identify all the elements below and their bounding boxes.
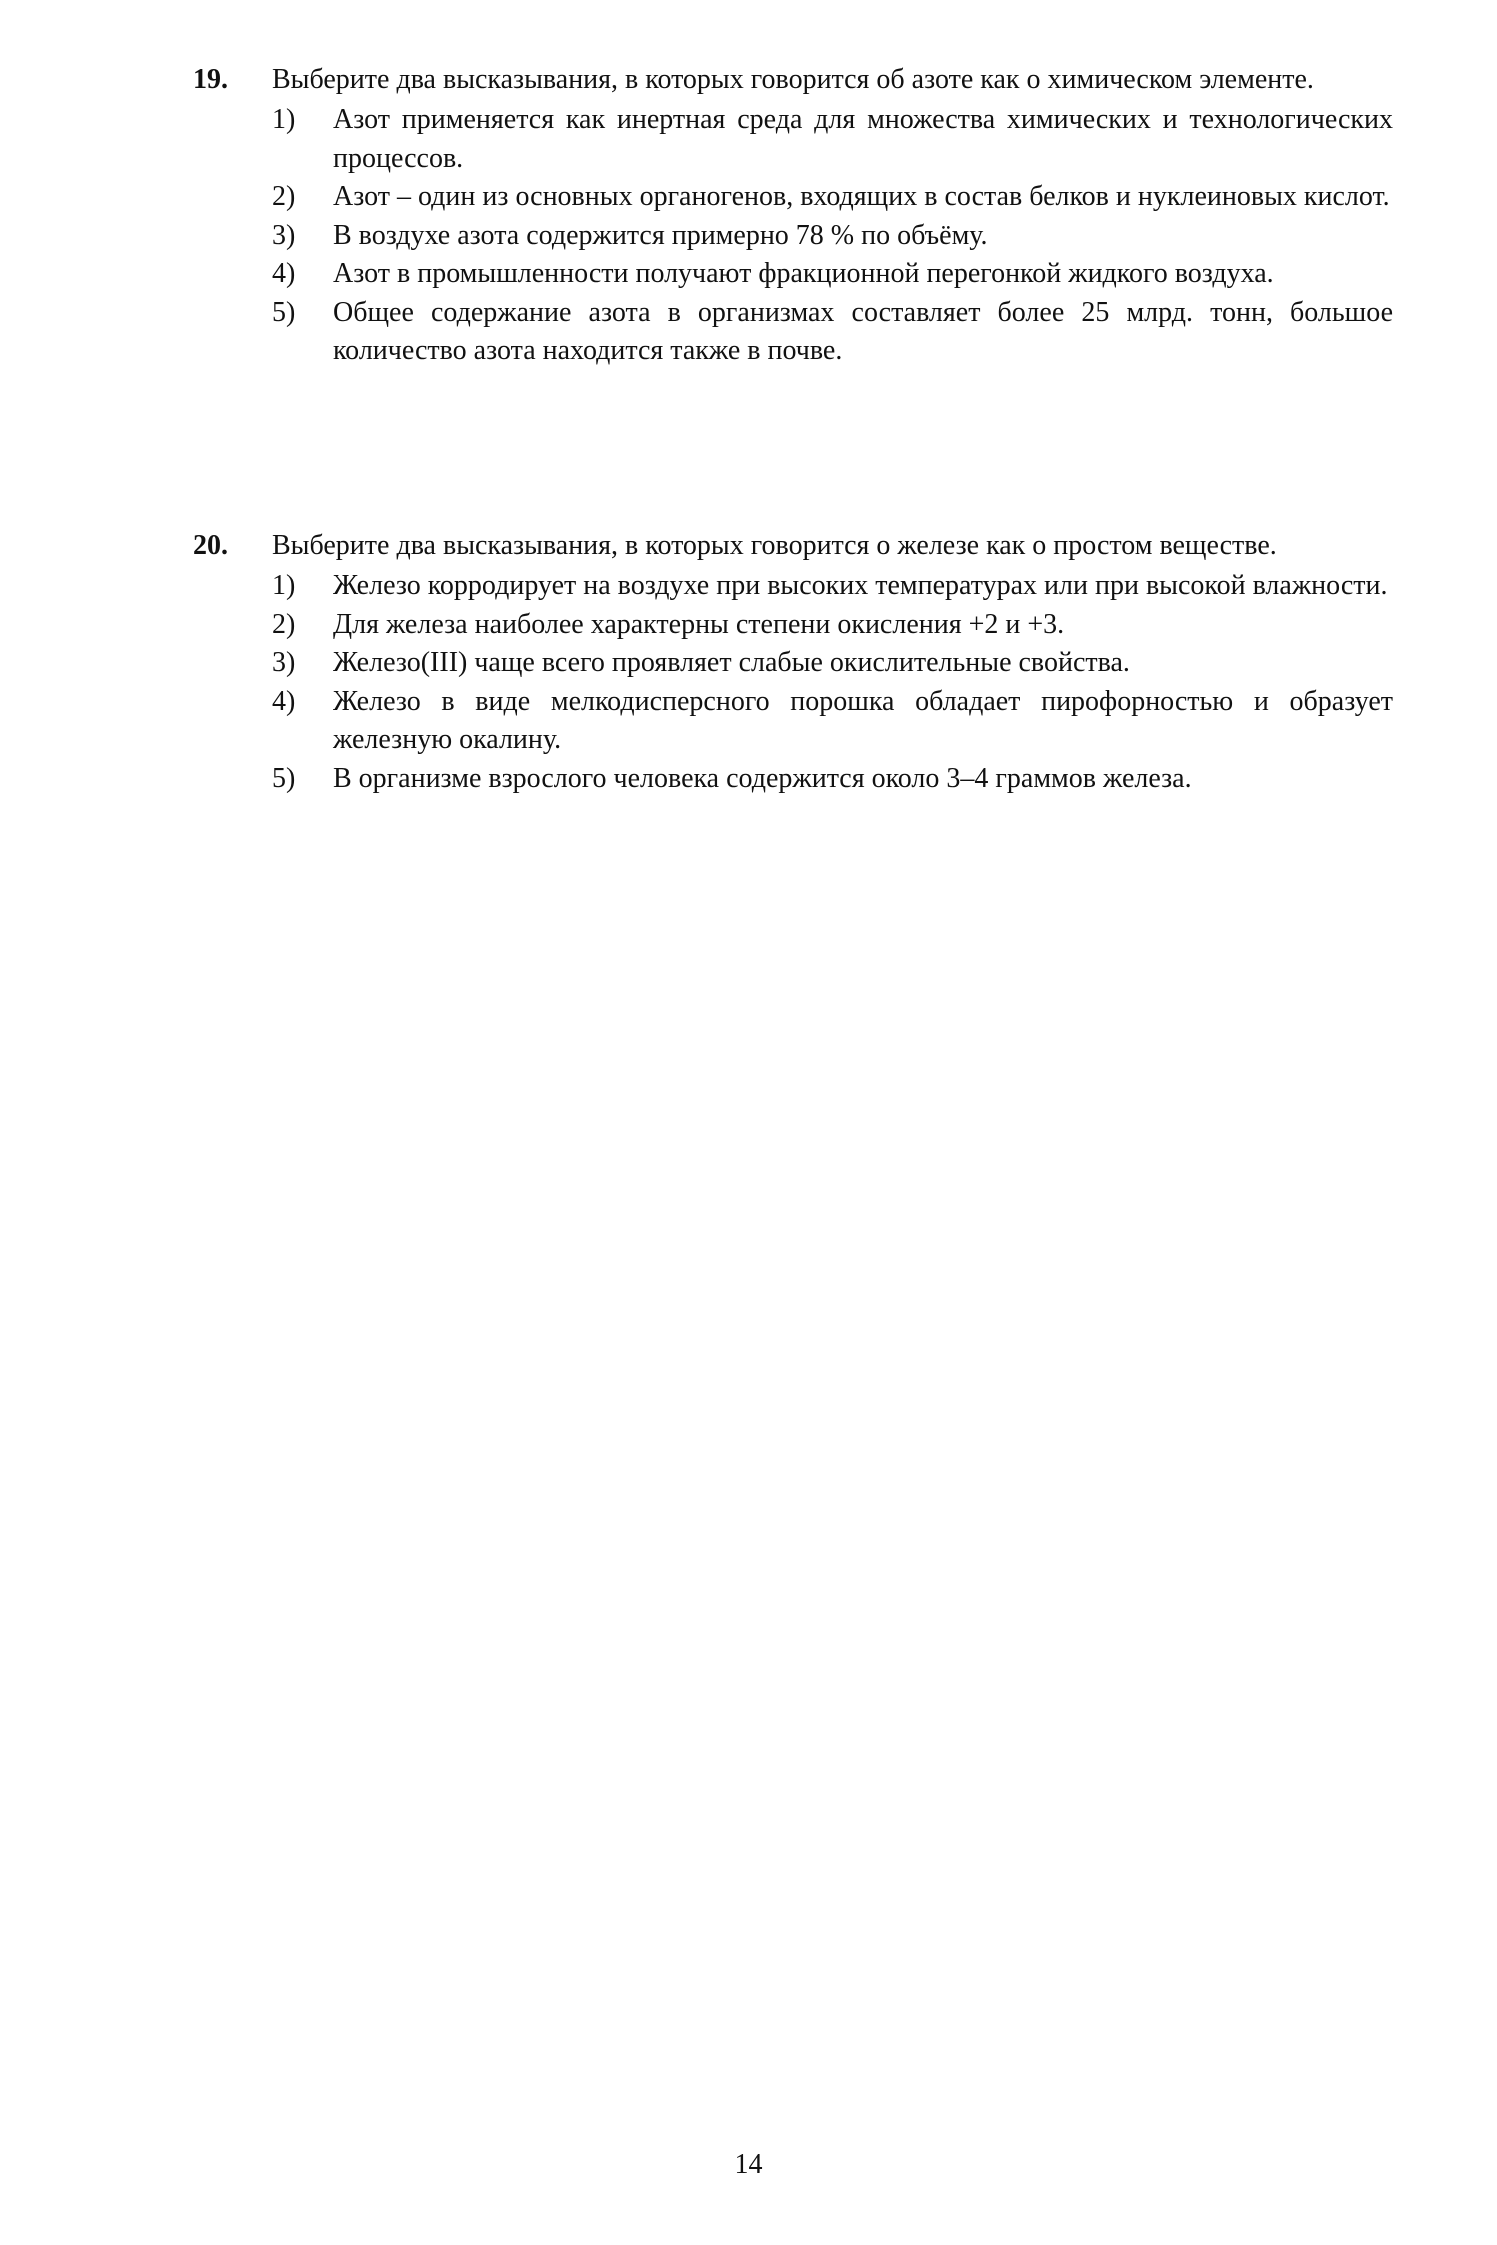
question-number: 19.	[193, 64, 228, 95]
option-number: 3)	[272, 219, 296, 251]
answer-option	[272, 294, 1393, 371]
question-number: 20.	[193, 530, 228, 561]
answer-option	[272, 760, 1393, 799]
option-number: 4)	[272, 258, 296, 289]
option-number: 1)	[272, 104, 296, 135]
option-text: Железо корродирует на воздухе при высоких температурах или при высокой влажности.	[333, 570, 1388, 601]
question-text: Выберите два высказывания, в которых говорится о железе как о простом веществе.	[272, 530, 1277, 561]
option-text: В воздухе азота содержится примерно 78 % по объёму.	[333, 219, 988, 251]
answer-option	[272, 567, 1393, 606]
answer-option	[272, 644, 1393, 683]
answer-option	[272, 683, 1393, 760]
option-number: 4)	[272, 685, 296, 717]
option-number: 2)	[272, 608, 296, 640]
answer-option	[272, 178, 1393, 217]
answer-option	[272, 101, 1393, 178]
option-number: 3)	[272, 647, 296, 678]
option-number: 1)	[272, 570, 296, 601]
option-text: Для железа наиболее характерны степени окисления +2 и +3.	[333, 608, 1065, 640]
option-number: 5)	[272, 762, 296, 794]
question-19	[193, 59, 1393, 371]
option-text: Железо(III) чаще всего проявляет слабые окислительные свойства.	[333, 647, 1130, 678]
answer-option	[272, 255, 1393, 294]
option-text: Азот в промышленности получают фракционной перегонкой жидкого воздуха.	[333, 258, 1274, 289]
option-text: Железо в виде мелкодисперсного порошка обладает пирофорностью и образует железную окалину.	[333, 685, 1393, 755]
question-20	[193, 525, 1393, 798]
option-number: 5)	[272, 296, 296, 328]
option-text: Азот применяется как инертная среда для множества химических и технологических процессов.	[333, 104, 1393, 174]
answer-option	[272, 217, 1393, 256]
page-number: 14	[734, 2149, 763, 2180]
question-prompt	[193, 59, 1393, 100]
answer-option	[272, 606, 1393, 645]
question-text: Выберите два высказывания, в которых говорится об азоте как о химическом элементе.	[272, 64, 1314, 95]
option-text: Общее содержание азота в организмах составляет более 25 млрд. тонн, большое количество азота находится также в почве.	[333, 296, 1393, 366]
option-text: В организме взрослого человека содержится около 3–4 граммов железа.	[333, 762, 1192, 794]
option-number: 2)	[272, 181, 296, 212]
question-prompt	[193, 525, 1393, 566]
option-text: Азот – один из основных органогенов, входящих в состав белков и нуклеиновых кислот.	[333, 181, 1390, 212]
